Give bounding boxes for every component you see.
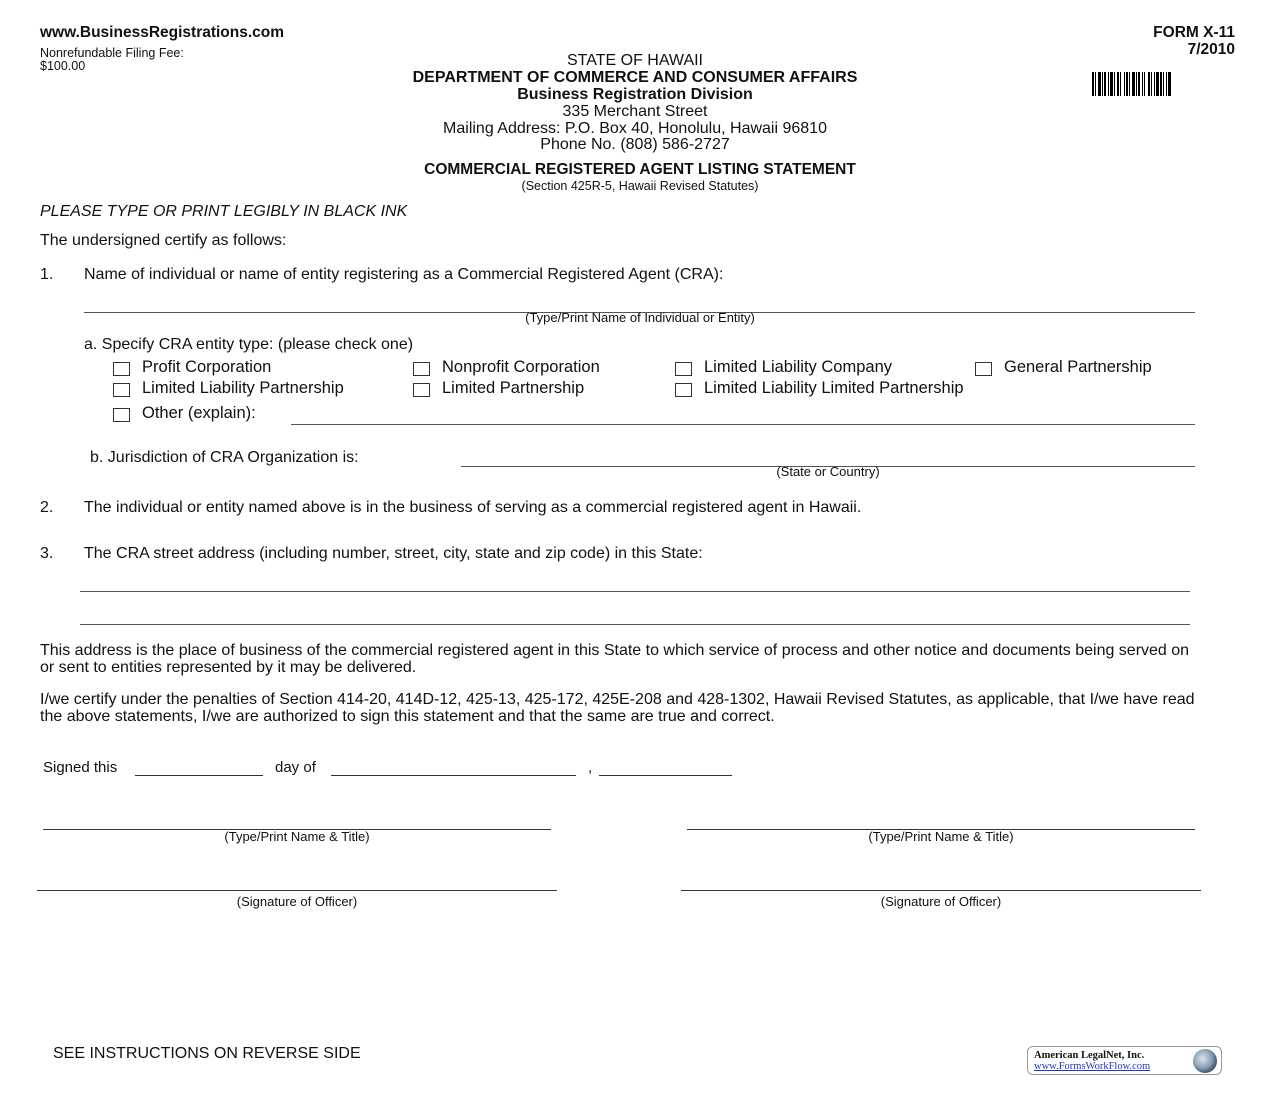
reverse-side-instructions: SEE INSTRUCTIONS ON REVERSE SIDE — [53, 1045, 361, 1062]
signature-caption-right: (Signature of Officer) — [880, 894, 1002, 909]
name-title-caption-right: (Type/Print Name & Title) — [868, 829, 1014, 844]
item2-number: 2. — [40, 499, 54, 516]
signed-this-label: Signed this — [43, 759, 118, 776]
item3-number: 3. — [40, 545, 54, 562]
checkbox-limited-partnership[interactable] — [413, 383, 430, 397]
signed-year-field[interactable] — [599, 775, 732, 776]
checkbox-other[interactable] — [113, 408, 130, 422]
intro-text: The undersigned certify as follows: — [40, 232, 287, 249]
barcode-icon — [1092, 72, 1224, 96]
jurisdiction-caption: (State or Country) — [776, 464, 880, 479]
mailing-address: Mailing Address: P.O. Box 40, Honolulu, Hawaii 96810 — [443, 120, 827, 137]
checkbox-limited-liability-partnership[interactable] — [113, 383, 130, 397]
address-line-2-field[interactable] — [80, 624, 1190, 625]
street-address: 335 Merchant Street — [562, 103, 708, 120]
label-nonprofit-corporation: Nonprofit Corporation — [442, 358, 600, 376]
fee-label: Nonrefundable Filing Fee: — [40, 46, 184, 60]
globe-icon — [1193, 1049, 1217, 1073]
address-note: This address is the place of business of the commercial registered agent in this State to which service of process and other notice and documents being served on or sent to entities represented by it may be delivered. — [40, 642, 1190, 676]
ink-instruction: PLEASE TYPE OR PRINT LEGIBLY IN BLACK INK — [40, 203, 408, 220]
checkbox-limited-liability-limited-partnership[interactable] — [675, 383, 692, 397]
label-limited-liability-limited-partnership: Limited Liability Limited Partnership — [704, 379, 964, 397]
name-title-caption-left: (Type/Print Name & Title) — [224, 829, 370, 844]
label-limited-partnership: Limited Partnership — [442, 379, 585, 397]
signature-field-left[interactable] — [37, 890, 557, 891]
fee-amount: $100.00 — [40, 59, 86, 73]
american-legalnet-badge[interactable] — [1027, 1046, 1222, 1075]
checkbox-profit-corporation[interactable] — [113, 362, 130, 376]
signature-caption-left: (Signature of Officer) — [236, 894, 358, 909]
certification-statement: I/we certify under the penalties of Section 414-20, 414D-12, 425-13, 425-172, 425E-208 and 428-1302, Hawaii Revised Statutes, as applicable, that I/we have read the above statements, I/we are authorized to sign this statement and that the same are true and correct. — [40, 691, 1195, 725]
checkbox-nonprofit-corporation[interactable] — [413, 362, 430, 376]
form-date: 7/2010 — [1187, 41, 1235, 58]
form-number: FORM X-11 — [1153, 24, 1235, 41]
form-title: COMMERCIAL REGISTERED AGENT LISTING STATEMENT — [424, 161, 856, 178]
division-heading: Business Registration Division — [517, 86, 753, 103]
entity-type-label: a. Specify CRA entity type: (please check one) — [84, 336, 414, 353]
label-general-partnership: General Partnership — [1004, 358, 1152, 376]
form-subtitle: (Section 425R-5, Hawaii Revised Statutes) — [521, 179, 759, 193]
checkbox-limited-liability-company[interactable] — [675, 362, 692, 376]
other-explain-field[interactable] — [291, 424, 1195, 425]
item1-text: Name of individual or name of entity registering as a Commercial Registered Agent (CRA): — [84, 266, 724, 283]
brand-url-link[interactable]: www.FormsWorkFlow.com — [1034, 1061, 1151, 1072]
signature-field-right[interactable] — [681, 890, 1201, 891]
label-profit-corporation: Profit Corporation — [142, 358, 272, 376]
label-limited-liability-company: Limited Liability Company — [704, 358, 893, 376]
state-heading: STATE OF HAWAII — [567, 52, 703, 69]
website-link[interactable]: www.BusinessRegistrations.com — [40, 24, 285, 41]
address-line-1-field[interactable] — [80, 591, 1190, 592]
label-other: Other (explain): — [142, 404, 256, 422]
brand-name: American LegalNet, Inc. — [1034, 1050, 1145, 1061]
item2-text: The individual or entity named above is in the business of serving as a commercial registered agent in Hawaii. — [84, 499, 862, 516]
phone-number: Phone No. (808) 586-2727 — [540, 136, 730, 153]
item1-number: 1. — [40, 266, 54, 283]
label-limited-liability-partnership: Limited Liability Partnership — [142, 379, 344, 397]
signed-month-field[interactable] — [331, 775, 576, 776]
item3-text: The CRA street address (including number, street, city, state and zip code) in this State: — [84, 545, 703, 562]
entity-name-caption: (Type/Print Name of Individual or Entity) — [525, 310, 755, 325]
signed-day-field[interactable] — [135, 775, 263, 776]
day-of-label: day of — [275, 759, 316, 776]
jurisdiction-label: b. Jurisdiction of CRA Organization is: — [90, 449, 359, 466]
department-heading: DEPARTMENT OF COMMERCE AND CONSUMER AFFAIRS — [412, 69, 858, 86]
checkbox-general-partnership[interactable] — [975, 362, 992, 376]
comma-separator: , — [588, 759, 593, 776]
